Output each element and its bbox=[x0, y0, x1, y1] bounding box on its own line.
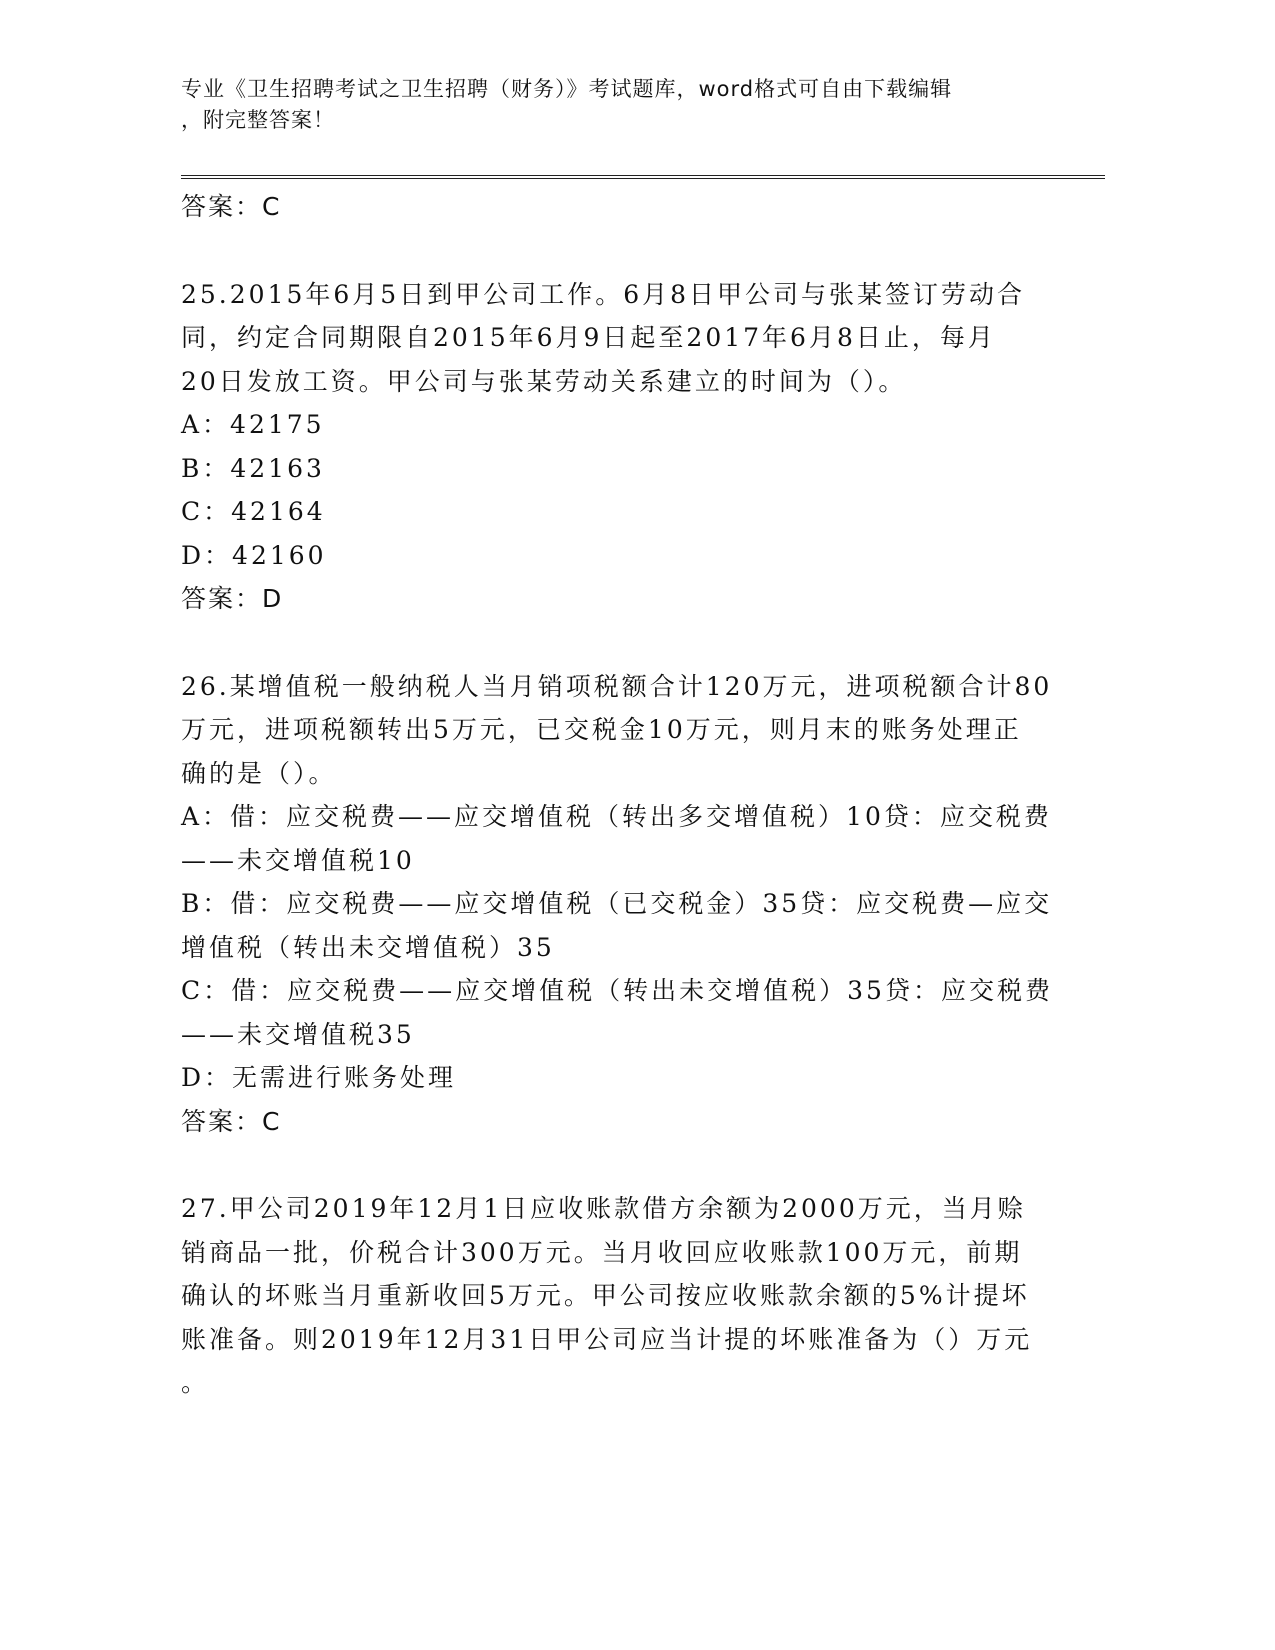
option-b-continued: 增值税（转出未交增值税）35 bbox=[181, 932, 555, 962]
answer: 答案：C bbox=[181, 1106, 282, 1136]
option-b: B：借：应交税费——应交增值税（已交税金）35贷：应交税费—应交 bbox=[181, 889, 1053, 918]
option-a: A：42175 bbox=[181, 410, 325, 439]
previous-answer: 答案：C bbox=[181, 192, 282, 221]
question-text-line: 27.甲公司2019年12月1日应收账款借方余额为2000万元，当月赊 bbox=[181, 1194, 1026, 1223]
question-text-line: 。 bbox=[181, 1368, 210, 1397]
question-text-line: 25.2015年6月5日到甲公司工作。6月8日甲公司与张某签订劳动合 bbox=[181, 279, 1026, 309]
option-b: B：42163 bbox=[181, 453, 325, 483]
header-line-2: ，附完整答案！ bbox=[181, 108, 335, 132]
spacer bbox=[181, 621, 1061, 665]
question-27 bbox=[181, 1187, 1061, 1405]
question-26 bbox=[181, 665, 1061, 1144]
option-d: D：42160 bbox=[181, 540, 327, 570]
question-text-line: 账准备。则2019年12月31日甲公司应当计提的坏账准备为（）万元 bbox=[181, 1324, 1033, 1354]
question-text-line: 销商品一批，价税合计300万元。当月收回应收账款100万元，前期 bbox=[181, 1237, 1023, 1267]
option-d: D：无需进行账务处理 bbox=[181, 1063, 457, 1092]
header-divider bbox=[181, 175, 1105, 179]
option-c: C：42164 bbox=[181, 497, 326, 526]
question-25 bbox=[181, 273, 1061, 621]
option-a-continued: ——未交增值税10 bbox=[181, 845, 415, 875]
option-c-continued: ——未交增值税35 bbox=[181, 1019, 415, 1049]
spacer bbox=[181, 1143, 1061, 1187]
question-text-line: 确的是（）。 bbox=[181, 758, 337, 788]
question-text-line: 确认的坏账当月重新收回5万元。甲公司按应收账款余额的5%计提坏 bbox=[181, 1281, 1030, 1310]
header-line-1: 专业《卫生招聘考试之卫生招聘（财务）》考试题库，word格式可自由下载编辑 bbox=[181, 77, 953, 101]
question-text-line: 20日发放工资。甲公司与张某劳动关系建立的时间为（）。 bbox=[181, 366, 907, 396]
spacer bbox=[181, 229, 1061, 273]
answer: 答案：D bbox=[181, 584, 284, 613]
option-a: A：借：应交税费——应交增值税（转出多交增值税）10贷：应交税费 bbox=[181, 802, 1052, 831]
question-text-line: 同，约定合同期限自2015年6月9日起至2017年6月8日止，每月 bbox=[181, 323, 996, 352]
page-header bbox=[181, 74, 1061, 136]
question-text-line: 26.某增值税一般纳税人当月销项税额合计120万元，进项税额合计80 bbox=[181, 671, 1053, 701]
question-text-line: 万元，进项税额转出5万元，已交税金10万元，则月末的账务处理正 bbox=[181, 715, 1022, 744]
question-list bbox=[181, 185, 1061, 1405]
option-c: C：借：应交税费——应交增值税（转出未交增值税）35贷：应交税费 bbox=[181, 976, 1053, 1005]
